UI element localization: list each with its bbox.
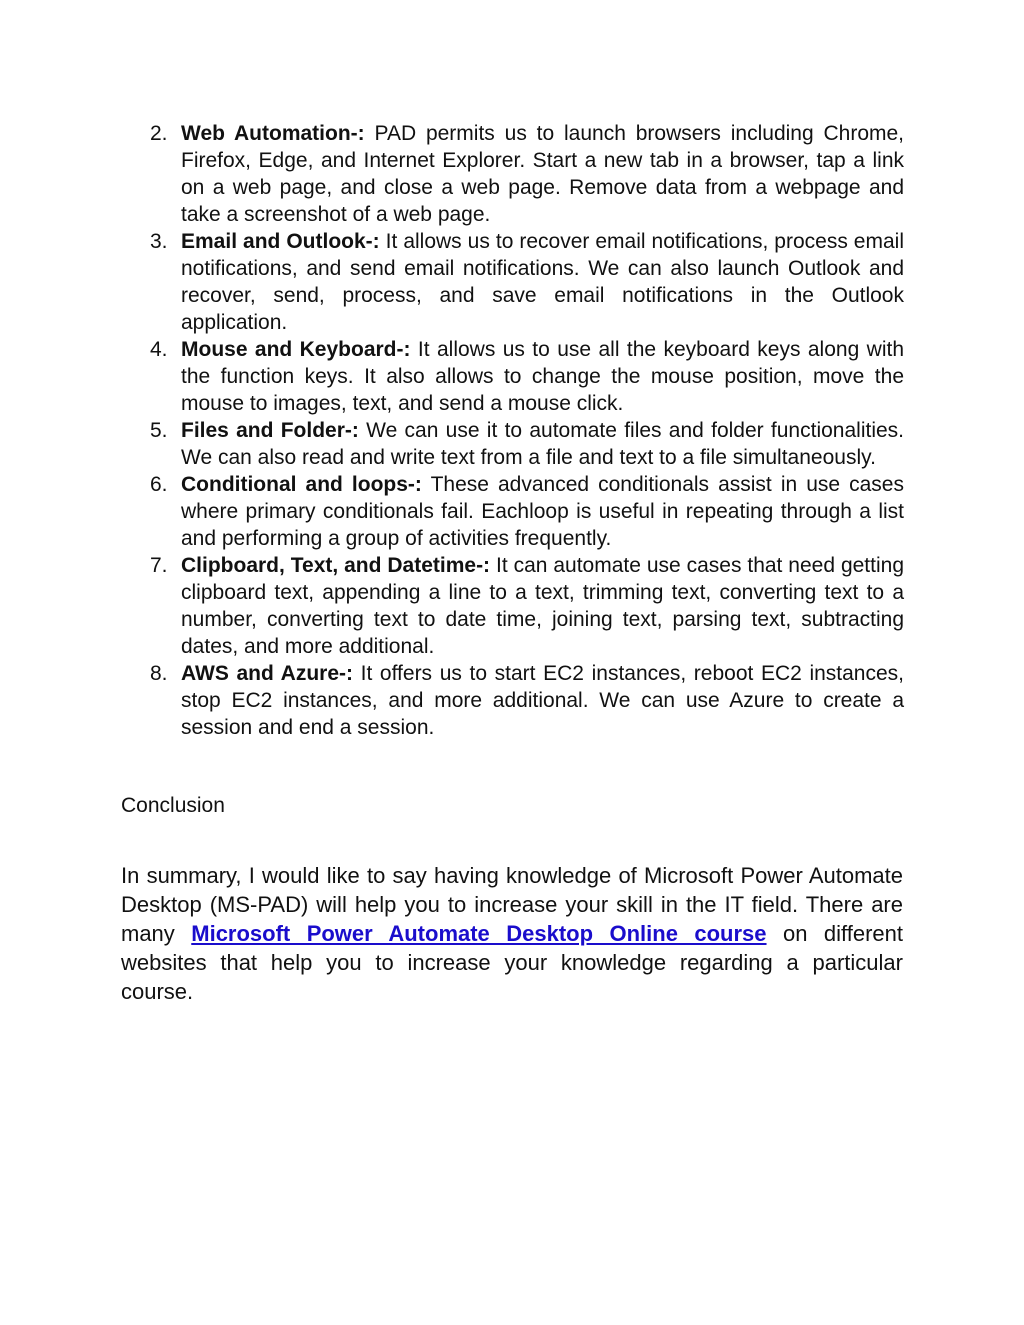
list-item-number: 2. [150, 122, 168, 145]
list-item-number: 4. [150, 338, 168, 361]
list-item-number: 7. [150, 554, 168, 577]
list-item-title: Clipboard, Text, and Datetime-: [181, 554, 491, 577]
list-item [120, 336, 904, 417]
course-link[interactable]: Microsoft Power Automate Desktop Online course [191, 921, 767, 946]
list-item [120, 120, 904, 228]
list-item [120, 228, 904, 336]
list-item-number: 5. [150, 419, 168, 442]
list-item-text: These advanced conditionals assist in use cases where primary conditionals fail. Eachloop is useful in repeating through a list and performing a group of activities frequently. [181, 473, 904, 550]
list-item [120, 471, 904, 552]
summary-text-before: In summary, I would like to say having knowledge of Microsoft Power Automate Desktop (MS-PAD) will help you to increase your skill in the IT field. There are many [121, 863, 903, 946]
list-item-text: It allows us to use all the keyboard keys along with the function keys. It also allows to change the mouse position, move the mouse to images, text, and send a mouse click. [181, 338, 904, 415]
list-item-number: 3. [150, 230, 168, 253]
list-item-title: Files and Folder-: [181, 419, 359, 442]
list-item [120, 552, 904, 660]
feature-list [120, 120, 904, 741]
list-item-text: We can use it to automate files and folder functionalities. We can also read and write text from a file and text to a file simultaneously. [181, 419, 904, 469]
list-item-title: Web Automation-: [181, 122, 365, 145]
list-item-title: Mouse and Keyboard-: [181, 338, 411, 361]
list-item-title: Email and Outlook-: [181, 230, 380, 253]
list-item-text: It can automate use cases that need getting clipboard text, appending a line to a text, trimming text, converting text to a number, converting text to date time, joining text, parsing text, subtracting dates, and more additional. [181, 554, 904, 658]
summary-text-after: on different websites that help you to increase your knowledge regarding a particular course. [121, 921, 903, 1004]
list-item-text: It offers us to start EC2 instances, reboot EC2 instances, stop EC2 instances, and more additional. We can use Azure to create a session and end a session. [181, 662, 904, 739]
conclusion-heading: Conclusion [121, 794, 225, 817]
list-item [120, 417, 904, 471]
list-item-title: Conditional and loops-: [181, 473, 422, 496]
list-item-number: 8. [150, 662, 168, 685]
list-item-text: It allows us to recover email notifications, process email notifications, and send email notifications. We can also launch Outlook and recover, send, process, and save email notifications in the Outlook application. [181, 230, 904, 334]
conclusion-summary [121, 861, 903, 1006]
list-item [120, 660, 904, 741]
list-item-text: PAD permits us to launch browsers including Chrome, Firefox, Edge, and Internet Explorer. Start a new tab in a browser, tap a link on a web page, and close a web page. Remove data from a webpage and take a screenshot of a web page. [181, 122, 905, 226]
list-item-title: AWS and Azure-: [181, 662, 353, 685]
list-item-number: 6. [150, 473, 168, 496]
